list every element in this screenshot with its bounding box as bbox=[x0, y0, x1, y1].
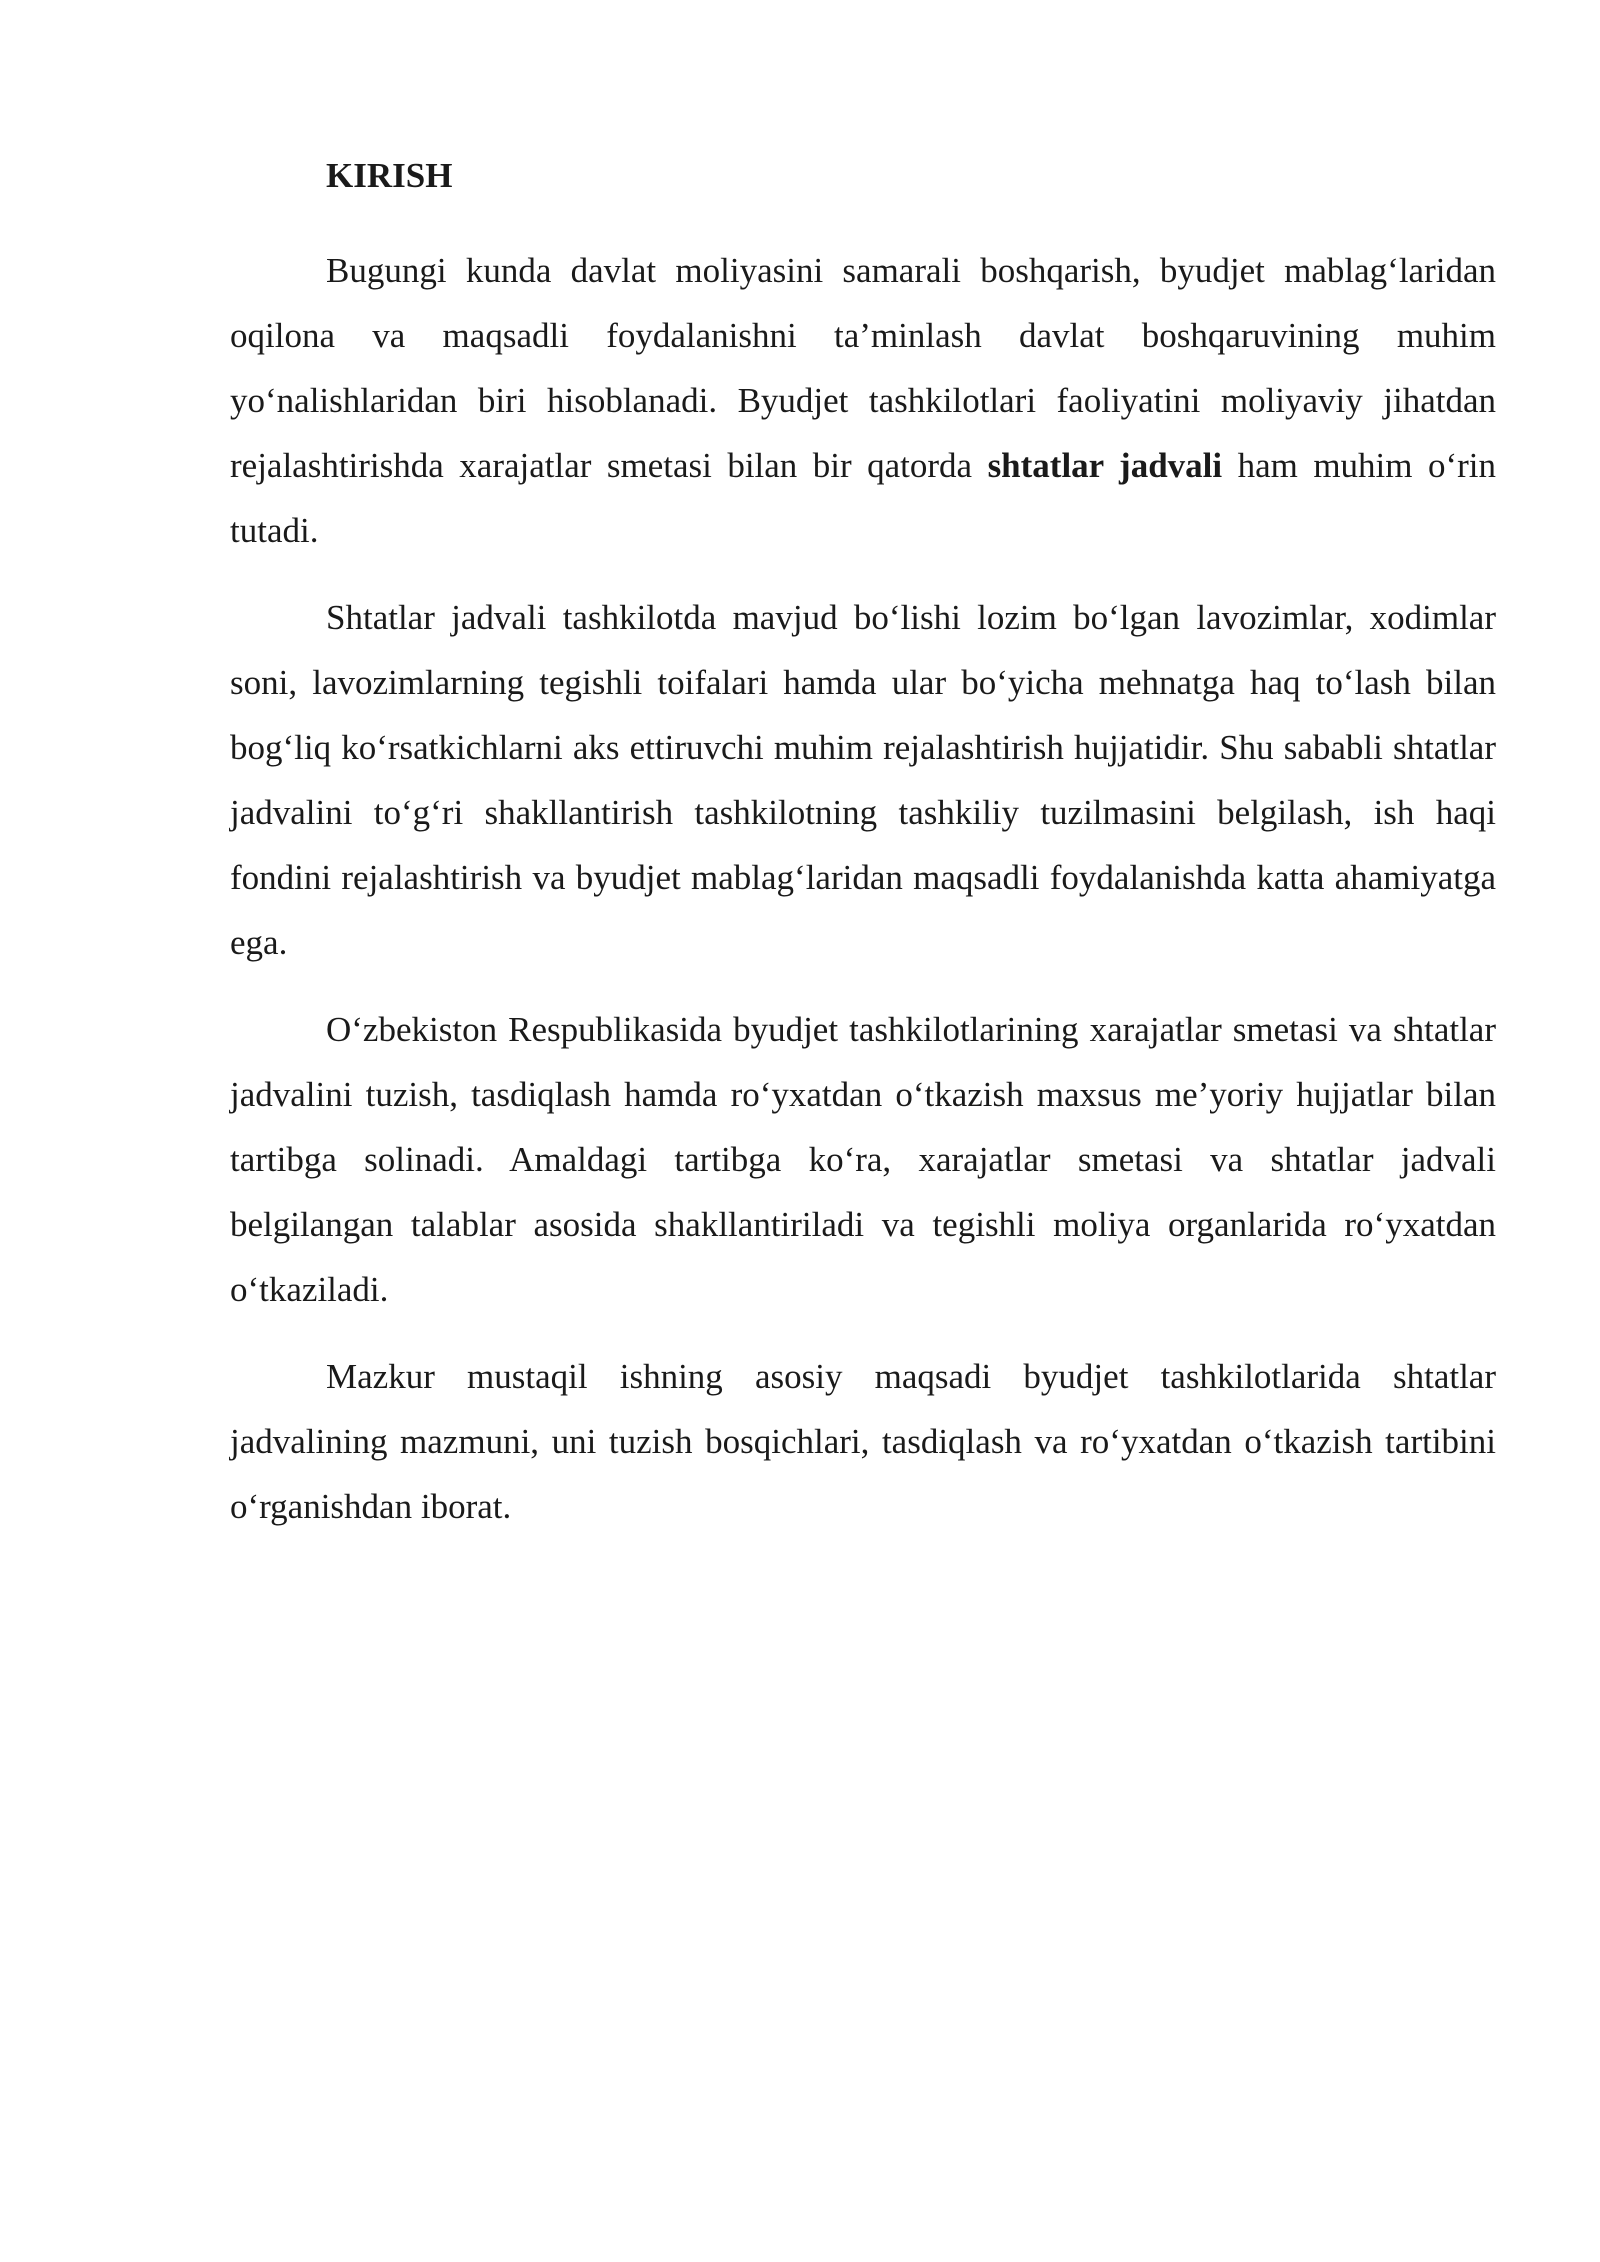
paragraph-intro-ending: ham muhim o‘rin tutadi. bbox=[230, 446, 1497, 550]
bold-term: shtatlar jadvali bbox=[987, 446, 1223, 485]
paragraph-definition: Shtatlar jadvali tashkilotda mavjud bo‘lishi lozim bo‘lgan lavozimlar, xodimlar soni, lavozimlarning tegishli toifalari hamda ular bo‘yicha mehnatga haq to‘lash bilan bog‘liq ko‘rsatkichlarni aks ettiruvchi muhim rejalashtirish hujjatidir. Shu sababli shtatlar jadvalini to‘g‘ri shakllantirish tashkilotning tashkiliy tuzilmasini belgilash, ish haqi fondini rejalashtirish va byudjet mablag‘laridan maqsadli foydalanishda katta ahamiyatga ega. bbox=[230, 598, 1496, 962]
document-body bbox=[230, 150, 1496, 1539]
section-heading: KIRISH bbox=[326, 156, 453, 195]
paragraph-regulation: O‘zbekiston Respublikasida byudjet tashkilotlarining xarajatlar smetasi va shtatlar jadvalini tuzish, tasdiqlash hamda ro‘yxatdan o‘tkazish maxsus me’yoriy hujjatlar bilan tartibga solinadi. Amaldagi tartibga ko‘ra, xarajatlar smetasi va shtatlar jadvali belgilangan talablar asosida shakllantiriladi va tegishli moliya organlarida ro‘yxatdan o‘tkaziladi. bbox=[230, 1010, 1496, 1309]
paragraph-purpose: Mazkur mustaqil ishning asosiy maqsadi byudjet tashkilotlarida shtatlar jadvalining mazmuni, uni tuzish bosqichlari, tasdiqlash va ro‘yxatdan o‘tkazish tartibini o‘rganishdan iborat. bbox=[230, 1357, 1496, 1526]
paragraph-intro-text: Bugungi kunda davlat moliyasini samarali boshqarish, byudjet mablag‘laridan oqilona va maqsadli foydalanishni ta’minlash davlat boshqaruvining muhim yo‘nalishlaridan biri hisoblanadi. Byudjet tashkilotlari faoliyatini moliyaviy jihatdan rejalashtirishda xarajatlar smetasi bilan bir qatorda bbox=[230, 251, 1496, 485]
paragraph-intro bbox=[230, 238, 1496, 563]
